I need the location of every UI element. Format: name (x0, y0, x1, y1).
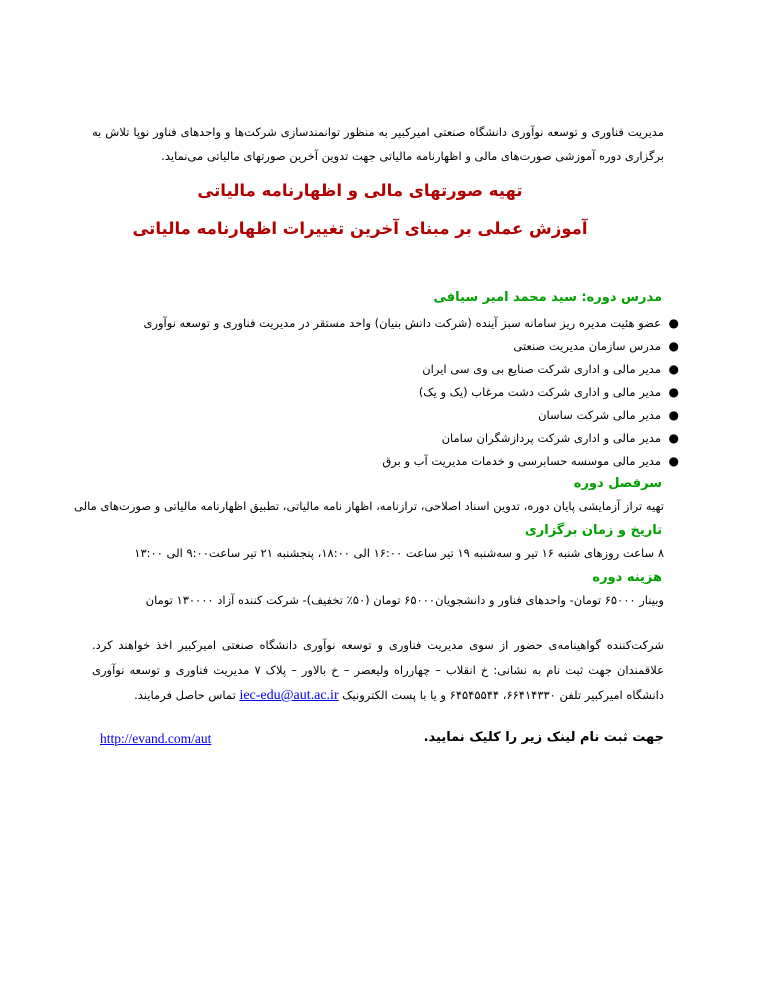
certificate-text: شرکت‌کننده گواهینامه‌ی حضور از سوی مدیریت فناوری و توسعه نوآوری دانشگاه صنعتی امیرکبیر اخذ خواهند کرد. (92, 638, 664, 652)
email-link[interactable]: iec-edu@aut.ac.ir (239, 688, 339, 703)
list-item: ● مدیر مالی موسسه حسابرسی و خدمات مدیریت آب و برق (119, 450, 679, 473)
schedule-heading: تاریخ و زمان برگزاری (524, 523, 662, 538)
bullet-icon: ● (668, 454, 679, 468)
syllabus-text: تهیه تراز آزمایشی پایان دوره، تدوین اسناد اصلاحی، ترازنامه، اظهار نامه مالیاتی، تطبیق اظهارنامه مالیاتی و صورت‌های مالی (74, 499, 664, 513)
cost-text: وبینار ۶۵۰۰۰ تومان- واحدهای فناور و دانشجویان۶۵۰۰۰ تومان (۵۰٪ تخفیف)- شرکت کننده آزاد ۱۳۰۰۰۰ تومان (145, 593, 664, 607)
list-item: ● عضو هئیت مدیره ریز سامانه سبز آینده (شرکت دانش بنیان) واحد مستقر در مدیریت فناوری و توسعه نوآوری (119, 312, 679, 335)
bullet-icon: ● (668, 316, 679, 330)
schedule-text: ۸ ساعت روزهای شنبه ۱۶ تیر و سه‌شنبه ۱۹ تیر ساعت ۱۶:۰۰ الی ۱۸:۰۰، پنجشنبه ۲۱ تیر ساعت۹:۰۰ الی ۱۳:۰۰ (134, 546, 664, 560)
syllabus-heading: سرفصل دوره (573, 476, 662, 491)
course-title: تهیه صورتهای مالی و اظهارنامه مالیاتی (197, 181, 523, 200)
teacher-heading: مدرس دوره: سید محمد امیر سیافی (433, 290, 662, 305)
list-item: ● مدرس سازمان مدیریت صنعتی (119, 335, 679, 358)
address-text: علاقمندان جهت ثبت نام به نشانی: خ انقلاب – چهارراه ولیعصر – خ بالاور – پلاک ۷ مدیریت فناوری و توسعه نوآوری دانشگاه امیرکبیر تلفن ۶۶۴۱۴۳۳۰، ۶۴۵۴۵۵۴۴ و یا با پست الکترونیک (92, 663, 664, 702)
closing-paragraph (92, 633, 664, 708)
cost-heading: هزینه دوره (592, 570, 662, 585)
course-subtitle: آموزش عملی بر مبنای آخرین تغییرات اظهارنامه مالیاتی (132, 219, 588, 238)
bullet-icon: ● (668, 431, 679, 445)
intro-paragraph: مدیریت فناوری و توسعه نوآوری دانشگاه صنعتی امیرکبیر به منظور توانمندسازی شرکت‌ها و واحدهای فناور نوپا تلاش به برگزاری دوره آموزشی صورت‌های مالی و اظهارنامه مالیاتی جهت تدوین آخرین صورتهای مالیاتی می‌نماید. (92, 125, 664, 163)
list-item: ● مدیر مالی و اداری شرکت پردازشگران سامان (119, 427, 679, 450)
list-item: ● مدیر مالی شرکت ساسان (119, 404, 679, 427)
teacher-bio-list (119, 312, 679, 473)
bullet-icon: ● (668, 385, 679, 399)
contact-tail-text: تماس حاصل فرمایند. (134, 688, 236, 702)
bullet-icon: ● (668, 362, 679, 376)
bullet-icon: ● (668, 408, 679, 422)
list-item: ● مدیر مالی و اداری شرکت صنایع بی وی سی ایران (119, 358, 679, 381)
registration-link[interactable]: http://evand.com/aut (100, 731, 212, 746)
register-instruction: جهت ثبت نام لینک زیر را کلیک نمایید. (423, 730, 664, 745)
bullet-icon: ● (668, 339, 679, 353)
list-item: ● مدیر مالی و اداری شرکت دشت مرغاب (یک و یک) (119, 381, 679, 404)
